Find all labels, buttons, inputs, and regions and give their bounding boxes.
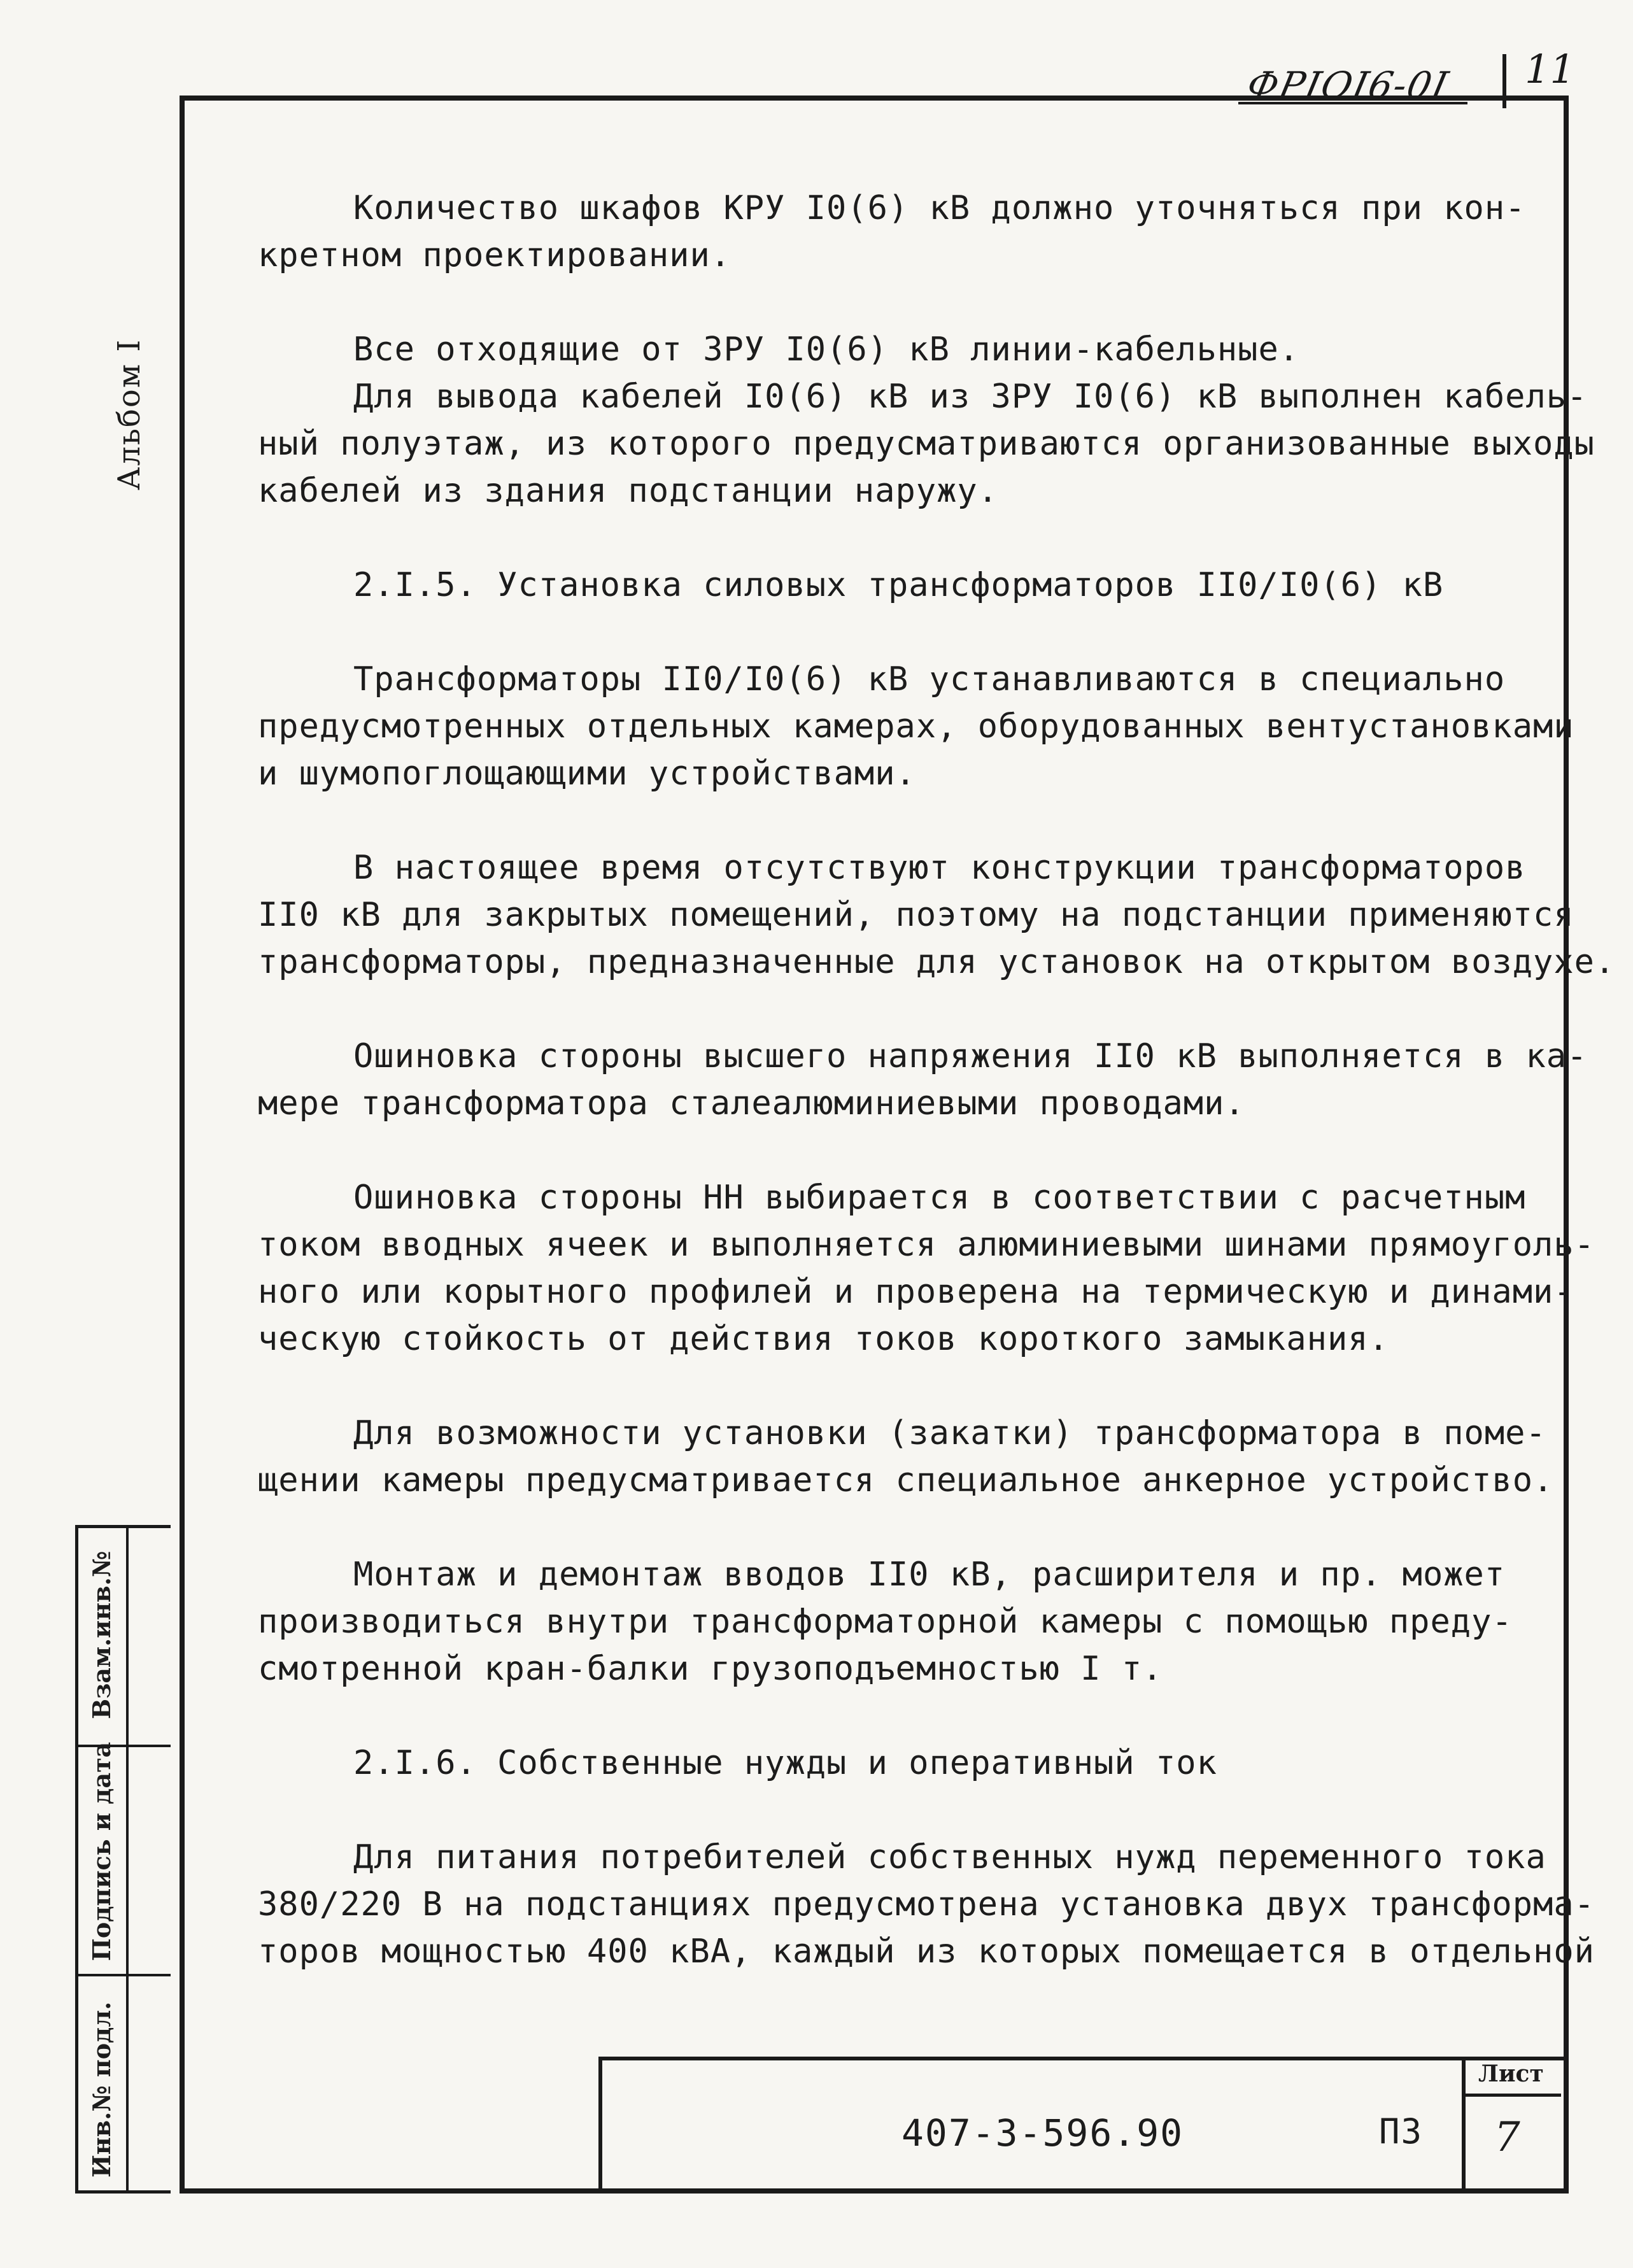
text-line: Все отходящие от ЗРУ I0(6) кВ линии-кабельные. <box>353 330 1300 369</box>
text-line: трансформаторы, предназначенные для установок на открытом воздухе. <box>258 943 1616 981</box>
text-line: II0 кВ для закрытых помещений, поэтому на подстанции применяются <box>258 896 1574 934</box>
text-line: ный полуэтаж, из которого предусматриваются организованные выходы <box>258 425 1595 463</box>
text-line: торов мощностью 400 кВА, каждый из которых помещается в отдельной <box>258 1932 1595 1971</box>
document-type: ПЗ <box>1379 2111 1424 2151</box>
paragraph <box>258 1834 1595 1975</box>
handwritten-code: ФРIОI6-0I <box>1243 64 1453 107</box>
text-line: Ошиновка стороны высшего напряжения II0 кВ выполняется в ка- <box>353 1037 1588 1075</box>
paragraph <box>258 656 1574 797</box>
heading-line: 2.I.5. Установка силовых трансформаторов II0/I0(6) кВ <box>353 566 1444 604</box>
sheet-number: 7 <box>1494 2114 1520 2161</box>
text-line: ного или корытного профилей и проверена на термическую и динами- <box>258 1273 1574 1311</box>
text-line: мере трансформатора сталеалюминиевыми проводами. <box>258 1084 1245 1123</box>
paragraph <box>258 1033 1588 1127</box>
text-line: В настоящее время отсутствуют конструкции трансформаторов <box>353 849 1526 887</box>
text-line: смотренной кран-балки грузоподъемностью I т. <box>258 1650 1163 1688</box>
text-line: предусмотренных отдельных камерах, оборудованных вентустановками <box>258 707 1574 746</box>
text-line: щении камеры предусматривается специальное анкерное устройство. <box>258 1461 1554 1499</box>
side-stamp-signature-date: Подпись и дата <box>87 1741 116 1961</box>
text-line: Для возможности установки (закатки) трансформатора в поме- <box>353 1414 1546 1452</box>
text-line: кретном проектировании. <box>258 236 732 274</box>
page-number: 11 <box>1525 46 1575 92</box>
side-stamp-original-inv: Инв.№ подл. <box>87 2001 116 2178</box>
paragraph <box>258 1551 1569 1692</box>
text-line: ческую стойкость от действия токов короткого замыкания. <box>258 1320 1389 1358</box>
text-line: Для питания потребителей собственных нужд переменного тока <box>353 1838 1546 1876</box>
text-line: Монтаж и демонтаж вводов II0 кВ, расширителя и пр. может <box>353 1556 1506 1594</box>
paragraph <box>258 1410 1569 1504</box>
document-code: 407-3-596.90 <box>901 2111 1184 2155</box>
text-line: током вводных ячеек и выполняется алюминиевыми шинами прямоуголь- <box>258 1226 1595 1264</box>
heading-line: 2.I.6. Собственные нужды и оперативный ток <box>353 1744 1217 1782</box>
text-line: Ошиновка стороны НН выбирается в соответствии с расчетным <box>353 1179 1526 1217</box>
side-stamp <box>75 1525 171 2194</box>
sheet-label: Лист <box>1478 2060 1544 2087</box>
paragraph <box>258 844 1616 986</box>
text-line: Количество шкафов КРУ I0(6) кВ должно уточняться при кон- <box>353 189 1526 227</box>
side-stamp-row-divider <box>78 1974 171 1976</box>
sheet-divider <box>1466 2094 1561 2097</box>
section-heading <box>258 562 1569 609</box>
text-line: Трансформаторы II0/I0(6) кВ устанавливаются в специально <box>353 660 1506 698</box>
document-body <box>258 185 1616 2022</box>
text-line: производиться внутри трансформаторной камеры с помощью преду- <box>258 1603 1513 1641</box>
sheet-cell <box>1462 2057 1561 2194</box>
side-stamp-divider <box>126 1528 129 2190</box>
paragraph <box>258 1174 1595 1363</box>
paragraph <box>258 185 1569 279</box>
side-stamp-replacement-inv: Взам.инв.№ <box>87 1550 116 1719</box>
text-line: кабелей из здания подстанции наружу. <box>258 472 999 510</box>
text-line: и шумопоглощающими устройствами. <box>258 755 916 793</box>
title-block <box>598 2057 1569 2194</box>
text-line: 380/220 В на подстанциях предусмотрена установка двух трансформа- <box>258 1885 1595 1924</box>
section-heading <box>258 1740 1569 1787</box>
paragraph <box>258 326 1595 514</box>
text-line: Для вывода кабелей I0(6) кВ из ЗРУ I0(6) кВ выполнен кабель- <box>353 378 1588 416</box>
album-label: Альбом I <box>111 338 147 490</box>
